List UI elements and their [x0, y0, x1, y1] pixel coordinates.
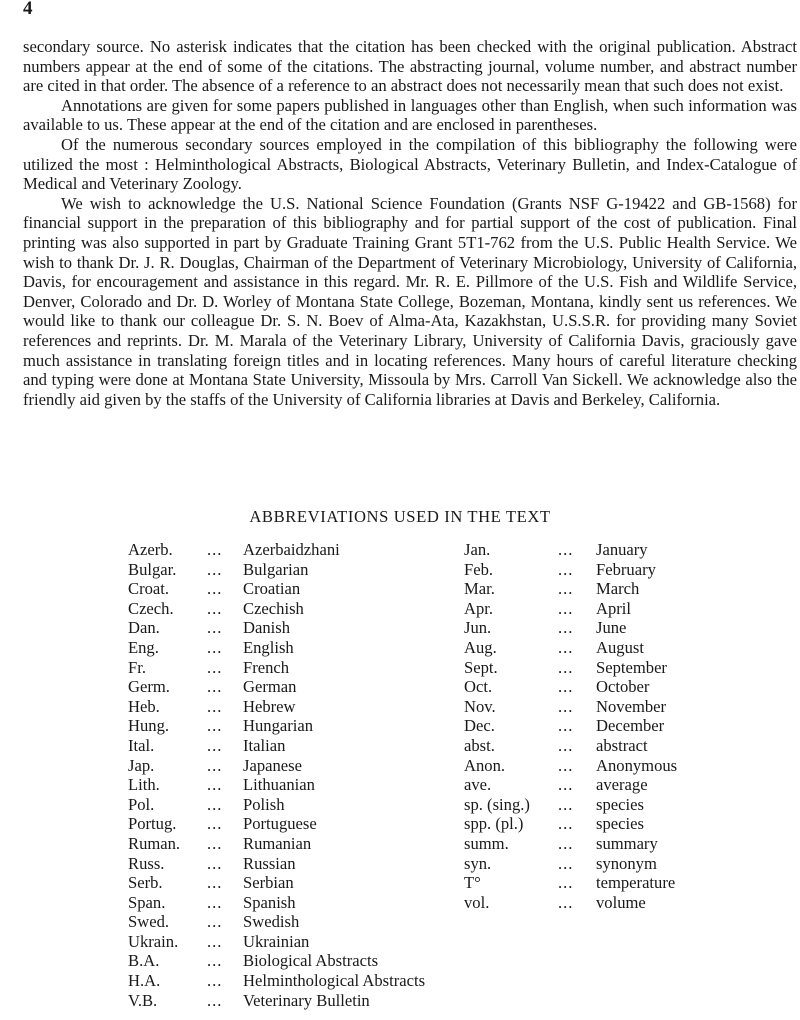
abbreviation-meaning: Rumanian	[243, 833, 312, 853]
abbreviation-meaning: Anonymous	[596, 755, 678, 775]
abbreviation-dots: ...	[207, 540, 223, 559]
abbreviation-dots: ...	[558, 814, 574, 834]
abbreviation-dots: ...	[558, 637, 574, 657]
abbreviation-dots: ...	[558, 657, 574, 677]
abbreviation-meaning: Azerbaidzhani	[243, 540, 340, 559]
abbreviation-term: spp. (pl.)	[464, 814, 524, 834]
abbreviation-row	[464, 795, 784, 815]
abbreviation-row	[128, 638, 468, 658]
abbreviation-meaning: temperature	[596, 873, 676, 893]
abbreviation-term: Dan.	[128, 618, 160, 638]
abbreviation-term: V.B.	[128, 990, 158, 1010]
abbreviation-dots: ...	[558, 579, 574, 599]
abbreviation-dots: ...	[207, 873, 223, 893]
abbreviation-row	[128, 951, 468, 971]
abbreviation-dots: ...	[207, 735, 223, 755]
abbreviation-row	[128, 795, 468, 815]
abbreviation-dots: ...	[558, 716, 574, 736]
abbreviation-row	[128, 912, 468, 932]
abbreviation-dots: ...	[207, 677, 223, 697]
abbreviation-term: Eng.	[128, 637, 159, 657]
abbreviation-dots: ...	[207, 696, 223, 716]
abbreviation-row	[128, 736, 468, 756]
abbreviation-meaning: summary	[596, 833, 658, 853]
abbreviation-row	[464, 873, 784, 893]
abbreviation-dots: ...	[207, 853, 223, 873]
abbreviation-term: Aug.	[464, 637, 497, 657]
abbreviation-dots: ...	[207, 814, 223, 834]
abbreviation-meaning: Japanese	[243, 755, 302, 775]
abbreviation-meaning: Helminthological Abstracts	[243, 971, 426, 991]
abbreviation-term: Pol.	[128, 794, 155, 814]
abbreviation-row	[464, 775, 784, 795]
abbreviation-meaning: Italian	[243, 735, 286, 755]
abbreviation-meaning: Veterinary Bulletin	[243, 990, 370, 1010]
abbreviation-row	[128, 599, 468, 619]
abbreviation-meaning: Polish	[243, 794, 285, 814]
abbreviation-row	[128, 834, 468, 854]
abbreviation-dots: ...	[558, 696, 574, 716]
abbreviation-term: Germ.	[128, 677, 170, 697]
abbreviation-row	[128, 756, 468, 776]
abbreviation-meaning: Spanish	[243, 892, 296, 912]
abbreviation-dots: ...	[558, 873, 574, 893]
abbreviation-term: Fr.	[128, 657, 146, 677]
abbreviation-term: T°	[464, 873, 481, 893]
abbreviation-term: Azerb.	[128, 540, 173, 559]
abbreviation-term: Nov.	[464, 696, 496, 716]
abbreviation-term: Anon.	[464, 755, 506, 775]
abbreviation-dots: ...	[558, 794, 574, 814]
abbreviation-dots: ...	[558, 755, 574, 775]
abbreviation-dots: ...	[207, 951, 223, 971]
abbreviation-term: Russ.	[128, 853, 165, 873]
abbreviation-meaning: August	[596, 637, 644, 657]
abbreviation-meaning: October	[596, 677, 650, 697]
abbreviation-dots: ...	[558, 775, 574, 795]
abbreviation-row	[464, 540, 784, 560]
paragraph-secondary-sources: Of the numerous secondary sources employed in the compilation of this bibliography the following were utilized the most : Helminthological Abstracts, Biological Abstracts, Veterinary Bulletin, and Index-Catalogue of Medical and Veterinary Zoology.	[23, 134, 797, 194]
abbreviation-row	[128, 814, 468, 834]
abbreviation-term: Jan.	[464, 540, 491, 559]
abbreviation-row	[128, 716, 468, 736]
abbreviation-dots: ...	[207, 912, 223, 932]
abbreviation-row	[464, 560, 784, 580]
abbreviation-dots: ...	[558, 598, 574, 618]
abbreviation-row	[464, 618, 784, 638]
abbreviation-term: Ukrain.	[128, 931, 179, 951]
abbreviation-row	[464, 599, 784, 619]
abbreviation-dots: ...	[207, 775, 223, 795]
abbreviation-term: ave.	[464, 775, 492, 795]
abbreviation-dots: ...	[207, 559, 223, 579]
abbreviation-meaning: Swedish	[243, 912, 300, 932]
abbreviation-term: Heb.	[128, 696, 160, 716]
abbreviation-meaning: synonym	[596, 853, 657, 873]
abbreviation-term: vol.	[464, 892, 490, 912]
abbreviation-meaning: December	[596, 716, 665, 736]
abbreviation-term: Mar.	[464, 579, 495, 599]
abbreviation-dots: ...	[558, 677, 574, 697]
abbreviation-meaning: Czechish	[243, 598, 304, 618]
abbreviation-term: Czech.	[128, 598, 174, 618]
abbreviation-dots: ...	[207, 657, 223, 677]
abbreviation-term: Swed.	[128, 912, 170, 932]
paragraph-acknowledgements: We wish to acknowledge the U.S. National Science Foundation (Grants NSF G-19422 and GB-1568) for financial support in the preparation of this bibliography and for partial support of the cost of publication. Final printing was also supported in part by Graduate Training Grant 5T1-762 from the U.S. Public Health Service. We wish to thank Dr. J. R. Douglas, Chairman of the Department of Veterinary Microbiology, University of California, Davis, for encouragement and assistance in this regard. Mr. R. E. Pillmore of the U.S. Fish and Wildlife Service, Denver, Colorado and Dr. D. Worley of Montana State College, Bozeman, Montana, kindly sent us references. We would like to thank our colleague Dr. S. N. Boev of Alma-Ata, Kazakhstan, U.S.S.R. for providing many Soviet references and reprints. Dr. M. Marala of the Veterinary Library, University of California Davis, graciously gave much assistance in translating foreign titles and in locating references. Many hours of careful literature checking and typing were done at Montana State University, Missoula by Mrs. Carroll Van Sickell. We acknowledge also the friendly aid given by the staffs of the University of California libraries at Davis and Berkeley, California.	[23, 193, 797, 409]
abbreviation-row	[464, 677, 784, 697]
abbreviations-left-column	[128, 540, 468, 1010]
abbreviation-term: B.A.	[128, 951, 160, 971]
abbreviation-meaning: average	[596, 775, 648, 795]
abbreviation-meaning: Biological Abstracts	[243, 951, 379, 971]
abbreviation-meaning: Russian	[243, 853, 296, 873]
abbreviation-meaning: November	[596, 696, 667, 716]
abbreviation-term: Serb.	[128, 873, 163, 893]
paragraph-annotations: Annotations are given for some papers published in languages other than English, when such information was available to us. These appear at the end of the citation and are enclosed in parentheses.	[23, 95, 797, 135]
abbreviation-term: abst.	[464, 735, 495, 755]
abbreviation-term: Oct.	[464, 677, 493, 697]
abbreviation-term: Sept.	[464, 657, 498, 677]
abbreviation-dots: ...	[207, 716, 223, 736]
abbreviation-row	[464, 736, 784, 756]
abbreviation-term: Lith.	[128, 775, 160, 795]
abbreviation-meaning: Serbian	[243, 873, 294, 893]
abbreviation-dots: ...	[207, 990, 223, 1010]
abbreviation-meaning: German	[243, 677, 297, 697]
abbreviation-dots: ...	[207, 579, 223, 599]
abbreviation-row	[128, 560, 468, 580]
abbreviation-row	[464, 658, 784, 678]
abbreviation-term: Hung.	[128, 716, 170, 736]
abbreviation-term: syn.	[464, 853, 492, 873]
abbreviation-row	[464, 716, 784, 736]
abbreviation-term: sp. (sing.)	[464, 794, 530, 814]
abbreviation-term: Ruman.	[128, 833, 181, 853]
abbreviation-meaning: January	[596, 540, 648, 559]
abbreviation-term: H.A.	[128, 971, 161, 991]
abbreviation-meaning: French	[243, 657, 290, 677]
abbreviation-dots: ...	[207, 794, 223, 814]
abbreviation-row	[464, 854, 784, 874]
abbreviation-dots: ...	[558, 735, 574, 755]
abbreviation-row	[464, 638, 784, 658]
abbreviation-dots: ...	[207, 971, 223, 991]
abbreviation-term: Croat.	[128, 579, 170, 599]
abbreviation-meaning: English	[243, 637, 294, 657]
abbreviation-row	[464, 834, 784, 854]
abbreviation-row	[464, 814, 784, 834]
abbreviation-dots: ...	[207, 931, 223, 951]
abbreviation-meaning: Hebrew	[243, 696, 296, 716]
abbreviation-meaning: species	[596, 814, 644, 834]
abbreviations-right-column	[464, 540, 784, 912]
abbreviation-row	[128, 854, 468, 874]
abbreviation-meaning: Ukrainian	[243, 931, 310, 951]
abbreviation-row	[128, 658, 468, 678]
abbreviation-row	[464, 756, 784, 776]
abbreviation-dots: ...	[558, 559, 574, 579]
abbreviation-term: Feb.	[464, 559, 494, 579]
body-text	[23, 37, 797, 409]
abbreviation-dots: ...	[207, 755, 223, 775]
abbreviation-meaning: Croatian	[243, 579, 301, 599]
abbreviation-row	[128, 775, 468, 795]
abbreviation-row	[464, 697, 784, 717]
abbreviation-dots: ...	[558, 892, 574, 912]
abbreviation-dots: ...	[558, 853, 574, 873]
abbreviation-meaning: volume	[596, 892, 646, 912]
abbreviation-dots: ...	[558, 618, 574, 638]
abbreviation-term: Portug.	[128, 814, 177, 834]
abbreviation-term: Dec.	[464, 716, 495, 736]
page-number: 4	[23, 0, 33, 19]
paragraph-sources: secondary source. No asterisk indicates that the citation has been checked with the original publication. Abstract numbers appear at the end of some of the citations. The abstracting journal, volume number, and abstract number are cited in that order. The absence of a reference to an abstract does not necessarily mean that such does not exist.	[23, 37, 797, 96]
abbreviation-meaning: Bulgarian	[243, 559, 309, 579]
abbreviation-term: Apr.	[464, 598, 494, 618]
abbreviation-row	[128, 618, 468, 638]
abbreviation-meaning: abstract	[596, 735, 648, 755]
abbreviations-heading: ABBREVIATIONS USED IN THE TEXT	[249, 507, 551, 526]
abbreviation-meaning: February	[596, 559, 656, 579]
abbreviation-meaning: June	[596, 618, 627, 638]
abbreviation-row	[128, 893, 468, 913]
abbreviation-meaning: Hungarian	[243, 716, 314, 736]
abbreviation-dots: ...	[207, 833, 223, 853]
abbreviation-dots: ...	[207, 598, 223, 618]
abbreviation-meaning: March	[596, 579, 640, 599]
abbreviation-meaning: species	[596, 794, 644, 814]
abbreviation-term: Jun.	[464, 618, 492, 638]
abbreviation-meaning: September	[596, 657, 667, 677]
abbreviation-meaning: Portuguese	[243, 814, 317, 834]
abbreviation-row	[128, 991, 468, 1011]
abbreviation-term: Ital.	[128, 735, 155, 755]
abbreviation-dots: ...	[558, 540, 574, 559]
abbreviation-row	[128, 540, 468, 560]
abbreviation-row	[128, 579, 468, 599]
abbreviation-row	[464, 893, 784, 913]
abbreviation-term: Jap.	[128, 755, 155, 775]
abbreviation-dots: ...	[207, 618, 223, 638]
abbreviation-meaning: Lithuanian	[243, 775, 315, 795]
abbreviation-meaning: April	[596, 598, 632, 618]
abbreviation-dots: ...	[207, 892, 223, 912]
abbreviation-term: summ.	[464, 833, 509, 853]
abbreviation-row	[128, 697, 468, 717]
abbreviation-row	[464, 579, 784, 599]
abbreviation-dots: ...	[558, 833, 574, 853]
abbreviation-row	[128, 677, 468, 697]
abbreviation-row	[128, 971, 468, 991]
abbreviation-term: Bulgar.	[128, 559, 177, 579]
abbreviation-meaning: Danish	[243, 618, 291, 638]
abbreviation-row	[128, 873, 468, 893]
abbreviation-term: Span.	[128, 892, 166, 912]
abbreviation-row	[128, 932, 468, 952]
abbreviation-dots: ...	[207, 637, 223, 657]
